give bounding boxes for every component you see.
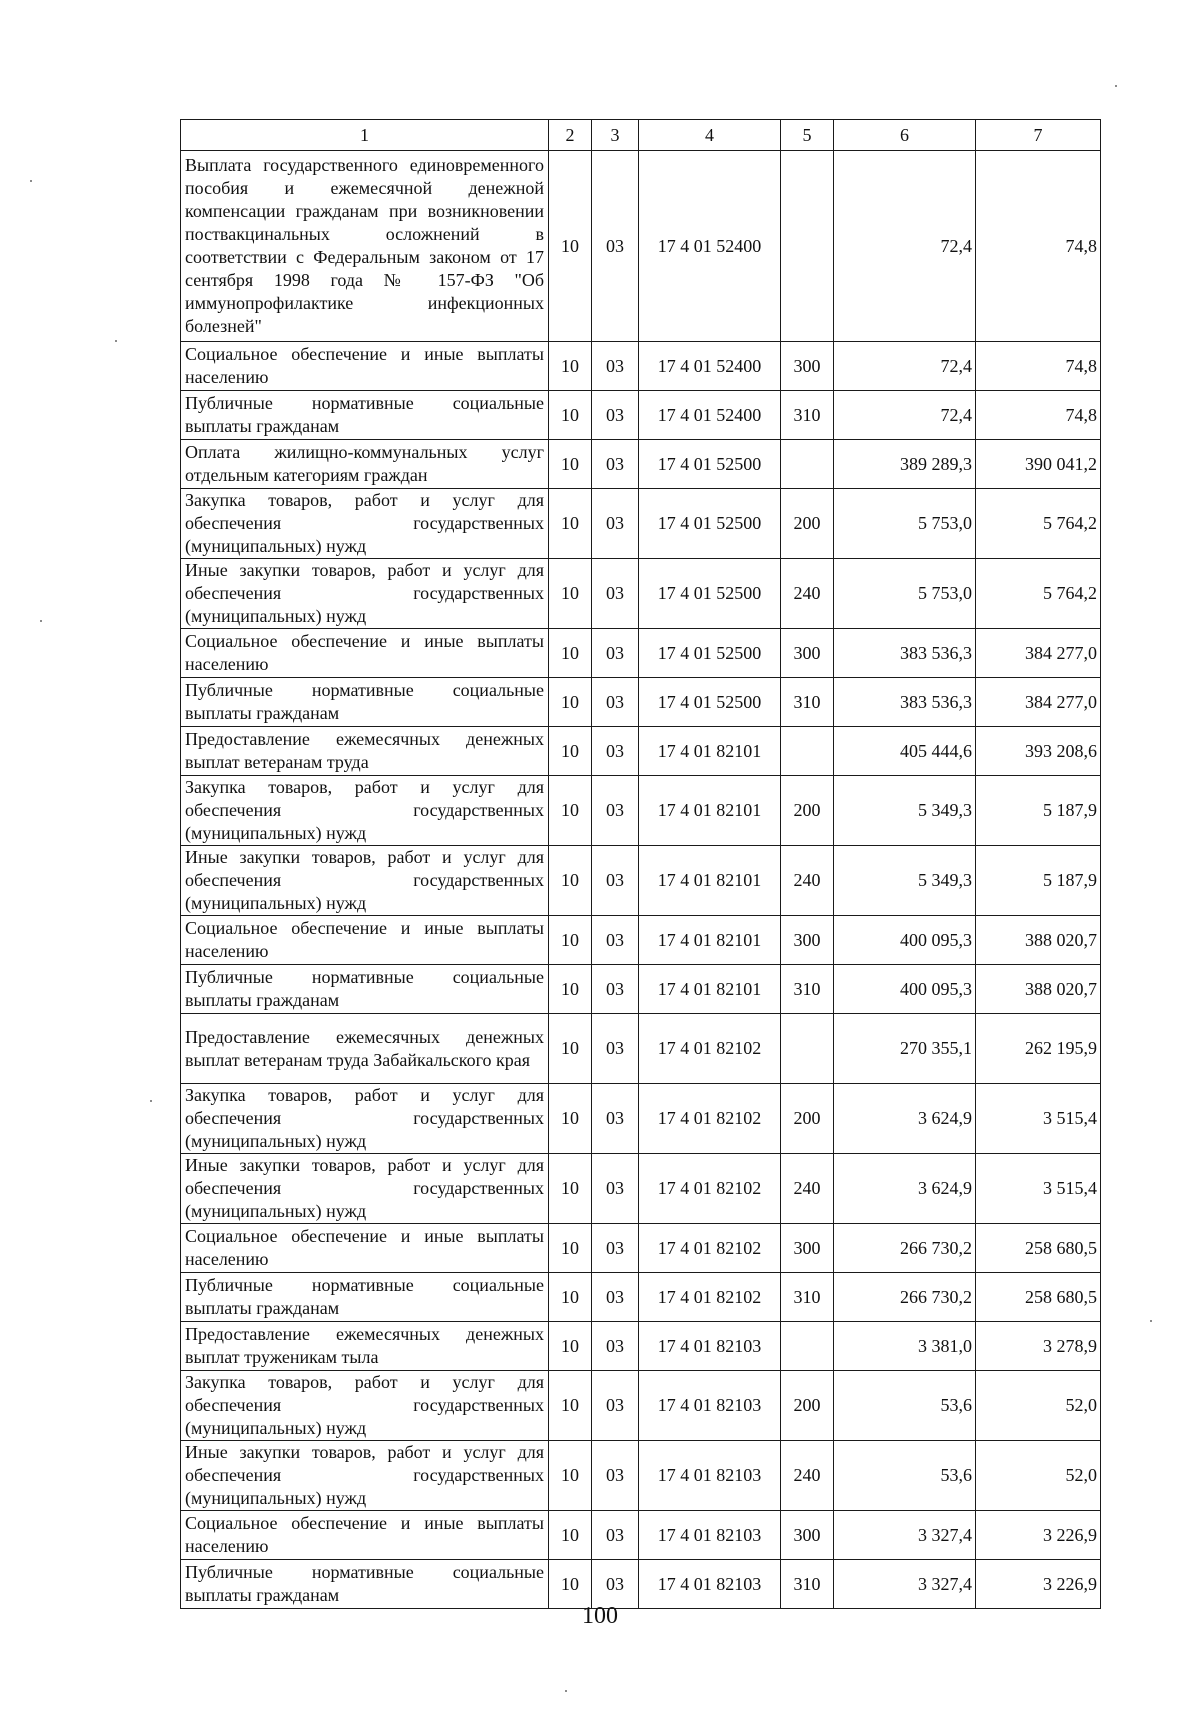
cell-target-article: 17 4 01 82101: [639, 727, 781, 776]
cell-expense-type: 200: [781, 1084, 834, 1154]
scan-speck: [150, 1100, 152, 1102]
budget-table: [180, 119, 1101, 1609]
cell-expense-type: [781, 727, 834, 776]
cell-subsection: 03: [592, 916, 639, 965]
cell-target-article: 17 4 01 52500: [639, 559, 781, 629]
cell-section: 10: [549, 440, 592, 489]
cell-description: Закупка товаров, работ и услуг для обеспечения государственных (муниципальных) нужд: [181, 1084, 549, 1154]
cell-section: 10: [549, 776, 592, 846]
cell-expense-type: 310: [781, 965, 834, 1014]
scan-speck: [1115, 85, 1117, 87]
cell-subsection: 03: [592, 678, 639, 727]
cell-amount-year-1: 3 327,4: [834, 1560, 976, 1609]
cell-amount-year-1: 72,4: [834, 391, 976, 440]
cell-subsection: 03: [592, 776, 639, 846]
cell-amount-year-2: 3 278,9: [976, 1322, 1101, 1371]
cell-section: 10: [549, 678, 592, 727]
cell-section: 10: [549, 727, 592, 776]
cell-expense-type: 300: [781, 916, 834, 965]
cell-amount-year-2: 3 515,4: [976, 1084, 1101, 1154]
cell-subsection: 03: [592, 1322, 639, 1371]
scan-speck: [115, 340, 117, 342]
cell-subsection: 03: [592, 965, 639, 1014]
scan-speck: [565, 1690, 567, 1692]
cell-description: Предоставление ежемесячных денежных выплат ветеранам труда: [181, 727, 549, 776]
cell-section: 10: [549, 1084, 592, 1154]
scan-speck: [40, 620, 42, 622]
cell-amount-year-1: 53,6: [834, 1441, 976, 1511]
cell-expense-type: 200: [781, 776, 834, 846]
cell-amount-year-1: 3 624,9: [834, 1154, 976, 1224]
header-cell-3: 3: [592, 120, 639, 151]
cell-amount-year-2: 74,8: [976, 151, 1101, 342]
cell-section: 10: [549, 1560, 592, 1609]
cell-description: Выплата государственного единовременного пособия и ежемесячной денежной компенсации гражданам при возникновении поствакцинальных осложнений в соответствии с Федеральным законом от 17 сентября 1998 года № 157-ФЗ "Об иммунопрофилактике инфекционных болезней": [181, 151, 549, 342]
cell-amount-year-2: 3 515,4: [976, 1154, 1101, 1224]
cell-subsection: 03: [592, 727, 639, 776]
table-row: [181, 1014, 1101, 1084]
cell-description: Иные закупки товаров, работ и услуг для обеспечения государственных (муниципальных) нужд: [181, 846, 549, 916]
table-row: [181, 776, 1101, 846]
table-row: [181, 1441, 1101, 1511]
cell-subsection: 03: [592, 559, 639, 629]
cell-amount-year-2: 384 277,0: [976, 678, 1101, 727]
cell-description: Закупка товаров, работ и услуг для обеспечения государственных (муниципальных) нужд: [181, 1371, 549, 1441]
cell-description: Социальное обеспечение и иные выплаты населению: [181, 1224, 549, 1273]
cell-expense-type: [781, 1014, 834, 1084]
cell-description: Оплата жилищно-коммунальных услуг отдельным категориям граждан: [181, 440, 549, 489]
cell-target-article: 17 4 01 82103: [639, 1511, 781, 1560]
cell-amount-year-2: 262 195,9: [976, 1014, 1101, 1084]
cell-description: Социальное обеспечение и иные выплаты населению: [181, 916, 549, 965]
cell-section: 10: [549, 151, 592, 342]
cell-expense-type: [781, 440, 834, 489]
cell-subsection: 03: [592, 1273, 639, 1322]
cell-target-article: 17 4 01 82103: [639, 1560, 781, 1609]
cell-subsection: 03: [592, 342, 639, 391]
header-cell-2: 2: [549, 120, 592, 151]
cell-subsection: 03: [592, 1224, 639, 1273]
cell-amount-year-1: 389 289,3: [834, 440, 976, 489]
table-body: [181, 120, 1101, 1609]
cell-section: 10: [549, 629, 592, 678]
cell-amount-year-2: 388 020,7: [976, 916, 1101, 965]
table-row: [181, 678, 1101, 727]
cell-amount-year-1: 400 095,3: [834, 916, 976, 965]
cell-expense-type: 240: [781, 1441, 834, 1511]
header-cell-7: 7: [976, 120, 1101, 151]
cell-section: 10: [549, 391, 592, 440]
cell-expense-type: 310: [781, 1273, 834, 1322]
cell-subsection: 03: [592, 1014, 639, 1084]
page-number: 100: [582, 1603, 618, 1629]
cell-amount-year-1: 3 381,0: [834, 1322, 976, 1371]
cell-subsection: 03: [592, 846, 639, 916]
cell-subsection: 03: [592, 1441, 639, 1511]
cell-expense-type: 300: [781, 342, 834, 391]
cell-description: Публичные нормативные социальные выплаты гражданам: [181, 1560, 549, 1609]
cell-amount-year-1: 266 730,2: [834, 1273, 976, 1322]
cell-amount-year-1: 266 730,2: [834, 1224, 976, 1273]
cell-amount-year-2: 74,8: [976, 391, 1101, 440]
cell-expense-type: 240: [781, 1154, 834, 1224]
table-row: [181, 391, 1101, 440]
cell-target-article: 17 4 01 52400: [639, 342, 781, 391]
cell-target-article: 17 4 01 82102: [639, 1014, 781, 1084]
cell-subsection: 03: [592, 629, 639, 678]
table-row: [181, 965, 1101, 1014]
table-row: [181, 1322, 1101, 1371]
cell-expense-type: 310: [781, 391, 834, 440]
cell-amount-year-1: 383 536,3: [834, 678, 976, 727]
cell-subsection: 03: [592, 1084, 639, 1154]
cell-amount-year-2: 52,0: [976, 1441, 1101, 1511]
cell-subsection: 03: [592, 151, 639, 342]
scan-speck: [30, 180, 32, 182]
cell-expense-type: 300: [781, 629, 834, 678]
cell-target-article: 17 4 01 82102: [639, 1224, 781, 1273]
cell-amount-year-2: 5 764,2: [976, 489, 1101, 559]
cell-description: Публичные нормативные социальные выплаты гражданам: [181, 391, 549, 440]
cell-section: 10: [549, 342, 592, 391]
table-row: [181, 727, 1101, 776]
cell-description: Иные закупки товаров, работ и услуг для обеспечения государственных (муниципальных) нужд: [181, 1441, 549, 1511]
cell-target-article: 17 4 01 82103: [639, 1441, 781, 1511]
header-cell-5: 5: [781, 120, 834, 151]
cell-description: Предоставление ежемесячных денежных выплат ветеранам труда Забайкальского края: [181, 1014, 549, 1084]
cell-target-article: 17 4 01 82101: [639, 965, 781, 1014]
table-row: [181, 629, 1101, 678]
cell-description: Закупка товаров, работ и услуг для обеспечения государственных (муниципальных) нужд: [181, 489, 549, 559]
cell-section: 10: [549, 1371, 592, 1441]
table-header-row: [181, 120, 1101, 151]
cell-expense-type: 200: [781, 489, 834, 559]
table-row: [181, 440, 1101, 489]
cell-amount-year-2: 3 226,9: [976, 1511, 1101, 1560]
table-row: [181, 916, 1101, 965]
cell-description: Публичные нормативные социальные выплаты гражданам: [181, 1273, 549, 1322]
cell-amount-year-2: 74,8: [976, 342, 1101, 391]
cell-expense-type: [781, 1322, 834, 1371]
cell-expense-type: 310: [781, 1560, 834, 1609]
cell-section: 10: [549, 1014, 592, 1084]
table-row: [181, 151, 1101, 342]
cell-section: 10: [549, 1322, 592, 1371]
cell-target-article: 17 4 01 82102: [639, 1084, 781, 1154]
cell-description: Иные закупки товаров, работ и услуг для обеспечения государственных (муниципальных) нужд: [181, 559, 549, 629]
cell-target-article: 17 4 01 52400: [639, 151, 781, 342]
table-row: [181, 1511, 1101, 1560]
cell-expense-type: 310: [781, 678, 834, 727]
cell-description: Социальное обеспечение и иные выплаты населению: [181, 629, 549, 678]
cell-target-article: 17 4 01 82103: [639, 1371, 781, 1441]
cell-amount-year-1: 5 753,0: [834, 559, 976, 629]
cell-section: 10: [549, 1273, 592, 1322]
table-row: [181, 1224, 1101, 1273]
table-row: [181, 559, 1101, 629]
cell-description: Социальное обеспечение и иные выплаты населению: [181, 342, 549, 391]
cell-subsection: 03: [592, 1154, 639, 1224]
table-row: [181, 1154, 1101, 1224]
cell-target-article: 17 4 01 52500: [639, 629, 781, 678]
header-cell-6: 6: [834, 120, 976, 151]
cell-amount-year-2: 258 680,5: [976, 1273, 1101, 1322]
cell-amount-year-1: 405 444,6: [834, 727, 976, 776]
cell-amount-year-1: 383 536,3: [834, 629, 976, 678]
cell-subsection: 03: [592, 1371, 639, 1441]
cell-expense-type: [781, 151, 834, 342]
cell-amount-year-1: 53,6: [834, 1371, 976, 1441]
cell-amount-year-1: 400 095,3: [834, 965, 976, 1014]
cell-target-article: 17 4 01 82101: [639, 776, 781, 846]
cell-amount-year-2: 52,0: [976, 1371, 1101, 1441]
table-row: [181, 1273, 1101, 1322]
cell-description: Предоставление ежемесячных денежных выплат труженикам тыла: [181, 1322, 549, 1371]
cell-amount-year-1: 72,4: [834, 151, 976, 342]
cell-expense-type: 200: [781, 1371, 834, 1441]
cell-amount-year-2: 258 680,5: [976, 1224, 1101, 1273]
cell-amount-year-2: 3 226,9: [976, 1560, 1101, 1609]
cell-target-article: 17 4 01 82102: [639, 1154, 781, 1224]
cell-description: Социальное обеспечение и иные выплаты населению: [181, 1511, 549, 1560]
cell-amount-year-1: 5 753,0: [834, 489, 976, 559]
cell-description: Публичные нормативные социальные выплаты гражданам: [181, 678, 549, 727]
cell-target-article: 17 4 01 52400: [639, 391, 781, 440]
cell-description: Публичные нормативные социальные выплаты гражданам: [181, 965, 549, 1014]
cell-target-article: 17 4 01 82101: [639, 916, 781, 965]
cell-amount-year-1: 3 624,9: [834, 1084, 976, 1154]
cell-expense-type: 300: [781, 1511, 834, 1560]
header-cell-4: 4: [639, 120, 781, 151]
table-row: [181, 846, 1101, 916]
cell-section: 10: [549, 559, 592, 629]
cell-subsection: 03: [592, 440, 639, 489]
cell-subsection: 03: [592, 489, 639, 559]
cell-amount-year-2: 5 187,9: [976, 846, 1101, 916]
cell-amount-year-2: 384 277,0: [976, 629, 1101, 678]
cell-subsection: 03: [592, 1511, 639, 1560]
header-cell-1: 1: [181, 120, 549, 151]
cell-amount-year-2: 393 208,6: [976, 727, 1101, 776]
table-row: [181, 342, 1101, 391]
cell-expense-type: 240: [781, 846, 834, 916]
cell-section: 10: [549, 965, 592, 1014]
cell-expense-type: 240: [781, 559, 834, 629]
cell-amount-year-2: 388 020,7: [976, 965, 1101, 1014]
cell-subsection: 03: [592, 1560, 639, 1609]
cell-description: Закупка товаров, работ и услуг для обеспечения государственных (муниципальных) нужд: [181, 776, 549, 846]
cell-target-article: 17 4 01 82103: [639, 1322, 781, 1371]
cell-target-article: 17 4 01 82102: [639, 1273, 781, 1322]
cell-amount-year-2: 5 764,2: [976, 559, 1101, 629]
cell-description: Иные закупки товаров, работ и услуг для обеспечения государственных (муниципальных) нужд: [181, 1154, 549, 1224]
cell-section: 10: [549, 916, 592, 965]
cell-section: 10: [549, 1224, 592, 1273]
cell-expense-type: 300: [781, 1224, 834, 1273]
cell-target-article: 17 4 01 52500: [639, 678, 781, 727]
cell-amount-year-1: 72,4: [834, 342, 976, 391]
cell-amount-year-2: 5 187,9: [976, 776, 1101, 846]
cell-target-article: 17 4 01 82101: [639, 846, 781, 916]
cell-amount-year-1: 5 349,3: [834, 776, 976, 846]
cell-amount-year-1: 270 355,1: [834, 1014, 976, 1084]
cell-amount-year-2: 390 041,2: [976, 440, 1101, 489]
cell-section: 10: [549, 1441, 592, 1511]
scan-speck: [1150, 1320, 1152, 1322]
cell-amount-year-1: 5 349,3: [834, 846, 976, 916]
table-row: [181, 1371, 1101, 1441]
cell-section: 10: [549, 1511, 592, 1560]
cell-target-article: 17 4 01 52500: [639, 440, 781, 489]
cell-target-article: 17 4 01 52500: [639, 489, 781, 559]
cell-amount-year-1: 3 327,4: [834, 1511, 976, 1560]
cell-section: 10: [549, 1154, 592, 1224]
cell-subsection: 03: [592, 391, 639, 440]
cell-section: 10: [549, 489, 592, 559]
table-row: [181, 489, 1101, 559]
table-row: [181, 1084, 1101, 1154]
cell-section: 10: [549, 846, 592, 916]
